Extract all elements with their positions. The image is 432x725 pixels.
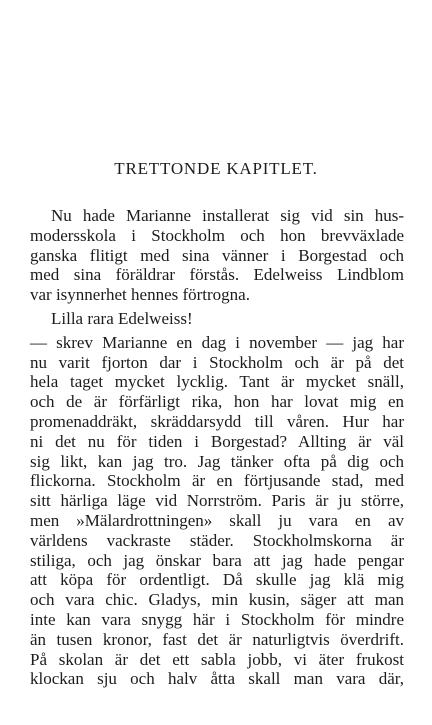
text-line: sitt härliga läge vid Norrström. Paris är ju större,: [30, 491, 404, 511]
text-line: På skolan är det ett sabla jobb, vi äter frukost: [30, 649, 404, 669]
text-line: men »Mälardrottningen» skall ju vara en av: [30, 510, 404, 530]
chapter-title: TRETTONDE KAPITLET.: [114, 159, 318, 178]
text-line: ni det nu för tiden i Borgestad? Allting är väl: [30, 431, 404, 451]
paragraph-salutation: [30, 309, 404, 329]
text-line: modersskola i Stockholm och hon brevväxlade: [30, 225, 404, 245]
text-line: världens vackraste städer. Stockholmskorna är: [30, 530, 404, 550]
text-line: promenaddräkt, skräddarsydd till våren. Hur har: [30, 411, 404, 431]
text-line: var isynnerhet hennes förtrogna.: [30, 285, 250, 305]
text-line: än tusen kronor, fast det är naturligtvis överdrift.: [30, 629, 404, 649]
chapter-body: [30, 206, 404, 689]
text-line: Lilla rara Edelweiss!: [51, 308, 193, 328]
text-line: och de är förfärligt rika, hon har lovat mig en: [30, 392, 404, 412]
text-line: inte kan vara snygg här i Stockholm för mindre: [30, 609, 404, 629]
text-line: att köpa för ordentligt. Då skulle jag klä mig: [30, 570, 404, 590]
text-line: ganska flitigt med sina vänner i Borgestad och: [30, 245, 404, 265]
paragraph-letter: [30, 333, 404, 689]
text-line: nu varit fjorton dar i Stockholm och är på det: [30, 352, 404, 372]
text-line: hela taget mycket lycklig. Tant är mycket snäll,: [30, 372, 404, 392]
text-line: sig likt, kan jag tro. Jag tänker ofta på dig och: [30, 451, 404, 471]
text-line: med sina föräldrar förstås. Edelweiss Lindblom: [30, 265, 404, 285]
text-line: flickorna. Stockholm är en förtjusande stad, med: [30, 471, 404, 491]
text-line: Nu hade Marianne installerat sig vid sin hus-: [51, 206, 404, 225]
text-line: klockan sju och halv åtta skall man vara där,: [30, 669, 404, 689]
text-line: stiliga, och jag önskar bara att jag hade pengar: [30, 550, 404, 570]
text-line: — skrev Marianne en dag i november — jag har: [30, 332, 404, 352]
text-line: och vara chic. Gladys, min kusin, säger att man: [30, 590, 404, 610]
paragraph-intro: [30, 206, 404, 305]
